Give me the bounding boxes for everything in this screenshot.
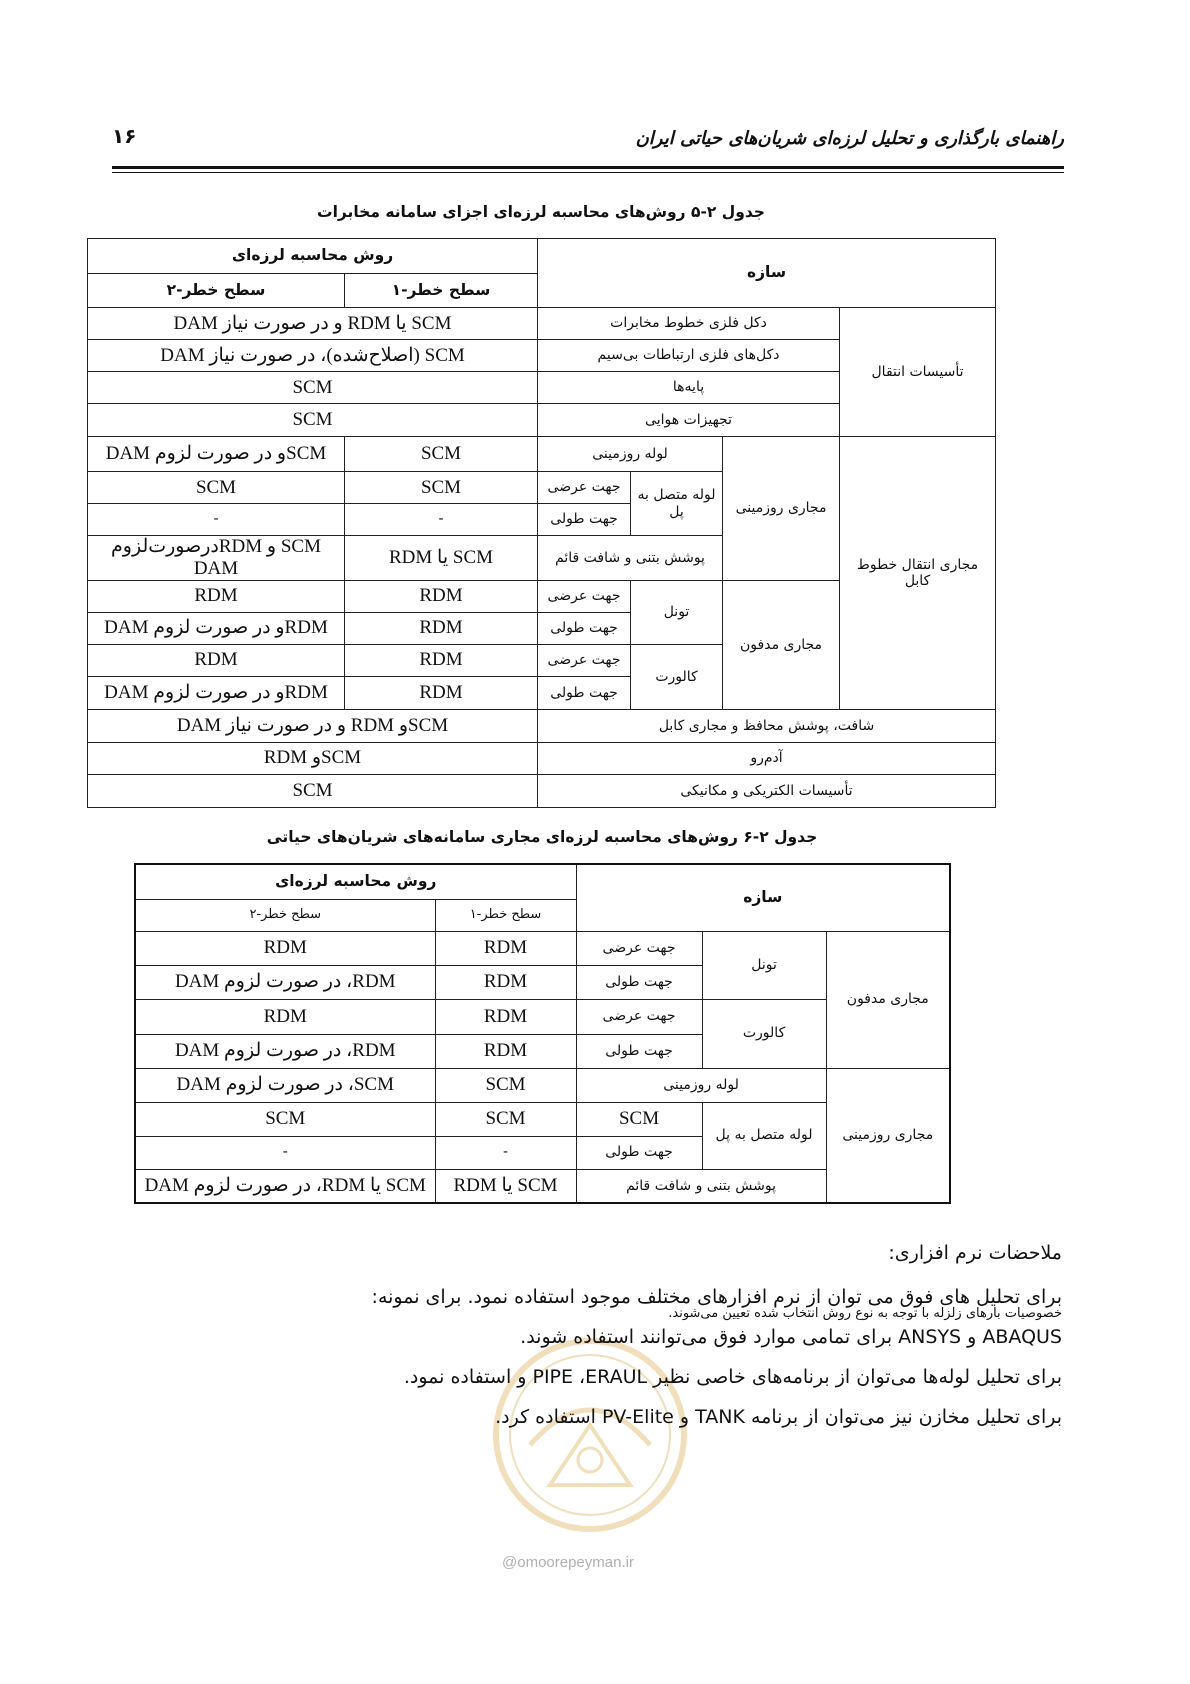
table1-subgroup-ground: مجاری روزمینی: [723, 437, 840, 581]
table2-level2-cell: RDM، در صورت لزوم DAM: [135, 1034, 435, 1068]
table2-level1-cell: SCM: [435, 1102, 576, 1136]
table2-footnote: خصوصیات بارهای زلزله با توجه به نوع روش انتخاب شده تعیین می‌شوند.: [668, 1306, 1062, 1321]
table2-caption: جدول ۲-۶ روش‌های محاسبه لرزه‌ای مجاری سامانه‌های شریان‌های حیاتی: [266, 828, 818, 846]
table1-caption: جدول ۲-۵ روش‌های محاسبه لرزه‌ای اجزای سامانه مخابرات: [317, 203, 765, 221]
table1-method-cell: SCMو RDM: [88, 742, 538, 774]
table1-method-cell: SCMو RDM و در صورت نیاز DAM: [88, 709, 538, 742]
table2-level1-cell: SCM یا RDM: [435, 1169, 576, 1203]
table2-structure-cell: لوله روزمینی: [576, 1068, 826, 1102]
table1-level1-cell: RDM: [345, 580, 538, 612]
table1-level2-cell: RDMو در صورت لزوم DAM: [88, 676, 345, 709]
table1-structure-cell: شافت، پوشش محافظ و مجاری کابل: [538, 709, 996, 742]
table1-level1-cell: -: [345, 504, 538, 536]
table2-direction-cell: جهت عرضی: [576, 931, 702, 965]
table1-level1-cell: RDM: [345, 676, 538, 709]
table1-level2-cell: SCMو در صورت لزوم DAM: [88, 437, 345, 472]
table1-head-level2: سطح خطر-۲: [88, 274, 345, 308]
table1-level1-cell: SCM یا RDM: [345, 536, 538, 581]
page-header: [112, 124, 1064, 170]
table1-level2-cell: RDM: [88, 580, 345, 612]
table2-structure-cell: پوشش بتنی و شافت قائم: [576, 1169, 826, 1203]
header-rule-thick: [112, 166, 1064, 169]
table1-head-level1: سطح خطر-۱: [345, 274, 538, 308]
table1-structure-cell: پوشش بتنی و شافت قائم: [538, 536, 723, 581]
table1-method-cell: SCM یا RDM و در صورت نیاز DAM: [88, 308, 538, 340]
table1-level1-cell: RDM: [345, 644, 538, 676]
table2-group-ground: مجاری روزمینی: [826, 1068, 950, 1203]
table2-bridge-pipe: لوله متصل به پل: [702, 1102, 826, 1169]
header-rule-thin: [112, 172, 1064, 173]
table2-level2-cell: -: [135, 1136, 435, 1169]
table2-tunnel: تونل: [702, 931, 826, 999]
table1-bridge-pipe: لوله متصل به پل: [631, 472, 723, 536]
table1-direction-cell: جهت عرضی: [538, 580, 631, 612]
table2-level2-cell: SCM، در صورت لزوم DAM: [135, 1068, 435, 1102]
notes-line: برای تحلیل های فوق می توان از نرم افزارهای مختلف موجود استفاده نمود. برای نمونه:: [371, 1286, 1062, 1308]
table1-level2-cell: RDM: [88, 644, 345, 676]
table2: [134, 863, 951, 1204]
table2-culvert: کالورت: [702, 999, 826, 1068]
table2-level1-cell: -: [435, 1136, 576, 1169]
table2-level2-cell: SCM یا RDM، در صورت لزوم DAM: [135, 1169, 435, 1203]
table2-level1-cell: RDM: [435, 931, 576, 965]
table2-head-level2: سطح خطر-۲: [135, 899, 435, 931]
table2-head-structure: سازه: [576, 864, 950, 931]
page-number: ۱۶: [112, 124, 137, 148]
table1-group-transmission: تأسیسات انتقال: [840, 308, 996, 437]
table1-direction-cell: جهت طولی: [538, 612, 631, 644]
table1-structure-cell: دکل‌های فلزی ارتباطات بی‌سیم: [538, 340, 840, 372]
table1-level2-cell: -: [88, 504, 345, 536]
table2-level1-cell: RDM: [435, 999, 576, 1034]
table1: [87, 238, 996, 808]
table1-direction-cell: جهت عرضی: [538, 472, 631, 504]
table1-culvert: کالورت: [631, 644, 723, 709]
table1-method-cell: SCM: [88, 404, 538, 437]
table1-direction-cell: جهت طولی: [538, 504, 631, 536]
table2-level2-cell: RDM، در صورت لزوم DAM: [135, 965, 435, 999]
table1-structure-cell: آدم‌رو: [538, 742, 996, 774]
watermark-seal-icon: [490, 1335, 690, 1535]
table1-level1-cell: SCM: [345, 472, 538, 504]
table2-direction-cell: جهت طولی: [576, 1034, 702, 1068]
table1-method-cell: SCM: [88, 372, 538, 404]
table2-level1-cell: RDM: [435, 965, 576, 999]
table1-level2-cell: SCM و RDMدرصورت‌لزوم DAM: [88, 536, 345, 581]
table1-level2-cell: RDMو در صورت لزوم DAM: [88, 612, 345, 644]
table1-level1-cell: SCM: [345, 437, 538, 472]
table1-direction-cell: جهت عرضی: [538, 644, 631, 676]
table1-direction-cell: جهت طولی: [538, 676, 631, 709]
table2-direction-cell: جهت عرضی: [576, 999, 702, 1034]
table1-structure-cell: دکل فلزی خطوط مخابرات: [538, 308, 840, 340]
table1-head-method: روش محاسبه لرزه‌ای: [88, 239, 538, 274]
table1-structure-cell: تأسیسات الکتریکی و مکانیکی: [538, 774, 996, 807]
notes-heading: ملاحضات نرم افزاری:: [888, 1242, 1062, 1264]
table1-structure-cell: پایه‌ها: [538, 372, 840, 404]
table2-level1-cell: SCM: [435, 1068, 576, 1102]
table1-head-structure: سازه: [538, 239, 996, 308]
notes-line: برای تحلیل لوله‌ها می‌توان از برنامه‌های خاصی نظیر PIPE ،ERAUL و استفاده نمود.: [403, 1366, 1062, 1388]
table2-level2-cell: SCM: [135, 1102, 435, 1136]
table2-level1-cell: RDM: [435, 1034, 576, 1068]
table2-head-level1: سطح خطر-۱: [435, 899, 576, 931]
table2-direction-cell: جهت طولی: [576, 965, 702, 999]
table2-group-buried: مجاری مدفون: [826, 931, 950, 1068]
running-title: راهنمای بارگذاری و تحلیل لرزه‌ای شریان‌های حیاتی ایران: [635, 128, 1064, 149]
notes-line: برای تحلیل مخازن نیز می‌توان از برنامه TANK و PV-Elite استفاده کرد.: [495, 1406, 1062, 1428]
table1-subgroup-buried: مجاری مدفون: [723, 580, 840, 709]
table1-structure-cell: تجهیزات هوایی: [538, 404, 840, 437]
notes-line: ABAQUS و ANSYS برای تمامی موارد فوق می‌توانند استفاده شوند.: [520, 1326, 1062, 1348]
table2-direction-cell: SCM: [576, 1102, 702, 1136]
watermark-text: @omoorepeyman.ir: [502, 1554, 634, 1571]
table1-tunnel: تونل: [631, 580, 723, 644]
table1-level1-cell: RDM: [345, 612, 538, 644]
table2-level2-cell: RDM: [135, 999, 435, 1034]
table2-direction-cell: جهت طولی: [576, 1136, 702, 1169]
table2-level2-cell: RDM: [135, 931, 435, 965]
table1-group-cable: مجاری انتقال خطوط کابل: [840, 437, 996, 710]
table1-structure-cell: لوله روزمینی: [538, 437, 723, 472]
table1-method-cell: SCM (اصلاح‌شده)، در صورت نیاز DAM: [88, 340, 538, 372]
table2-head-method: روش محاسبه لرزه‌ای: [135, 864, 576, 899]
table1-method-cell: SCM: [88, 774, 538, 807]
table1-level2-cell: SCM: [88, 472, 345, 504]
